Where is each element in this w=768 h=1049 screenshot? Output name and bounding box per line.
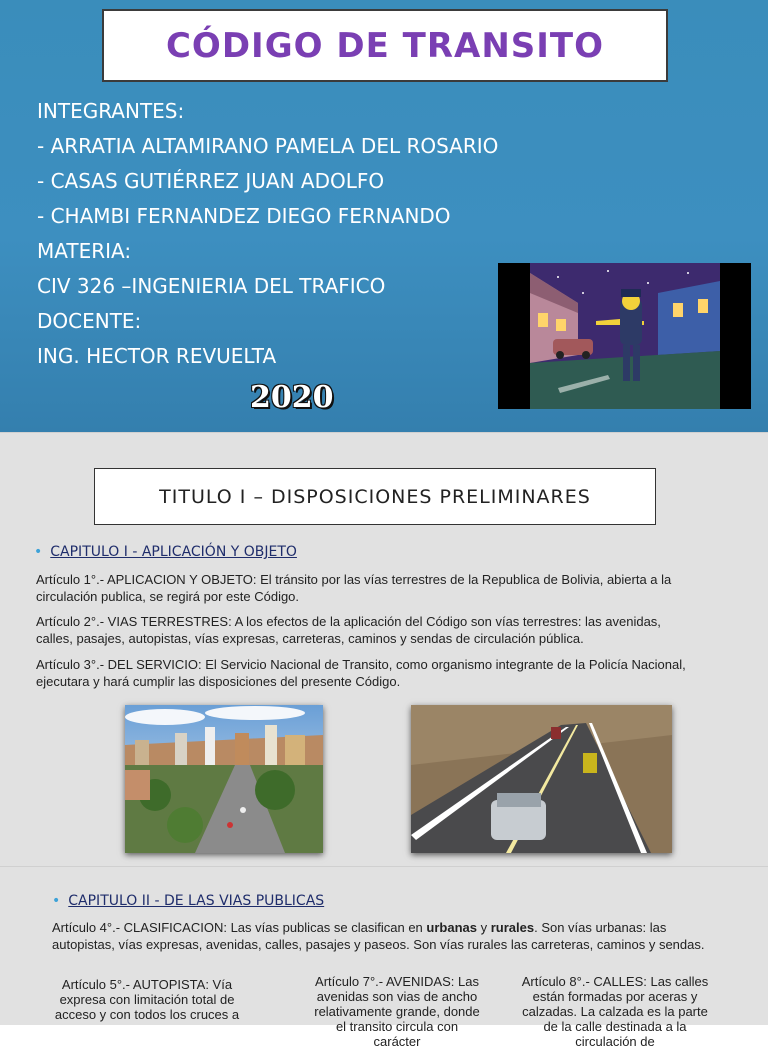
title-slide: [0, 0, 768, 432]
article-4: [52, 919, 712, 953]
chapter-two-heading: [52, 893, 324, 909]
member-3: - CHAMBI FERNANDEZ DIEGO FERNANDO: [37, 204, 451, 228]
member-1: - ARRATIA ALTAMIRANO PAMELA DEL ROSARIO: [37, 134, 499, 158]
members-heading: INTEGRANTES:: [37, 99, 185, 123]
title-one-slide: [0, 432, 768, 867]
article-4-rurales: rurales: [490, 920, 535, 935]
article-4-text-e: . Son vías urbanas: las autopistas, vías expresas, avenidas, calles, pasajes y paseos. Son vías rurales las carreteras, caminos y sendas.: [52, 920, 705, 952]
subject-name: CIV 326 –INGENIERIA DEL TRAFICO: [37, 274, 386, 298]
city-avenue-photo: [125, 705, 323, 853]
cartoon-police-image: [498, 263, 751, 409]
article-5: Artículo 5°.- AUTOPISTA: Vía expresa con limitación total de acceso y con todos los cruces a: [54, 977, 240, 1022]
highway-photo: [411, 705, 672, 853]
section-title-box: [94, 468, 656, 525]
teacher-name: ING. HECTOR REVUELTA: [37, 344, 277, 368]
chapter-two-slide: [0, 866, 768, 1049]
chapter-two-label: CAPITULO II - DE LAS VIAS PUBLICAS: [68, 893, 325, 909]
slide-title: CÓDIGO DE TRANSITO: [165, 25, 605, 66]
subject-heading: MATERIA:: [37, 239, 132, 263]
article-4-urbanas: urbanas: [426, 920, 477, 935]
article-4-text-c: y: [476, 920, 491, 935]
article-2: Artículo 2°.- VIAS TERRESTRES: A los efectos de la aplicación del Código son vías terrestres: las avenidas, calles, pasajes, autopistas, vías expresas, carreteras, caminos y sendas de circulación pública.: [36, 614, 661, 646]
article-1: Artículo 1°.- APLICACION Y OBJETO: El tránsito por las vías terrestres de la Republica de Bolivia, abierta a la circulación publica, se regirá por este Código.: [36, 572, 672, 604]
member-2: - CASAS GUTIÉRREZ JUAN ADOLFO: [37, 169, 385, 193]
article-8: Artículo 8°.- CALLES: Las calles están formadas por aceras y calzadas. La calzada es la parte de la calle destinada a la circulación de: [521, 974, 709, 1049]
chapter-one-label: CAPITULO I - APLICACIÓN Y OBJETO: [50, 544, 297, 560]
article-4-text-a: Artículo 4°.- CLASIFICACION: Las vías publicas se clasifican en: [52, 920, 427, 935]
teacher-heading: DOCENTE:: [37, 309, 142, 333]
bullet-icon: •: [52, 893, 61, 909]
article-7: Artículo 7°.- AVENIDAS: Las avenidas son vias de ancho relativamente grande, donde el transito circula con carácter: [314, 974, 480, 1049]
section-title: TITULO I – DISPOSICIONES PRELIMINARES: [159, 485, 591, 508]
chapter-one-heading: [34, 544, 297, 560]
article-3: Artículo 3°.- DEL SERVICIO: El Servicio Nacional de Transito, como organismo integrante de la Policía Nacional, ejecutara y hará cumplir las disposiciones del presente Código.: [36, 657, 686, 689]
year-label: 2020: [250, 380, 334, 415]
title-banner: [102, 9, 668, 82]
bullet-icon: •: [34, 544, 43, 560]
